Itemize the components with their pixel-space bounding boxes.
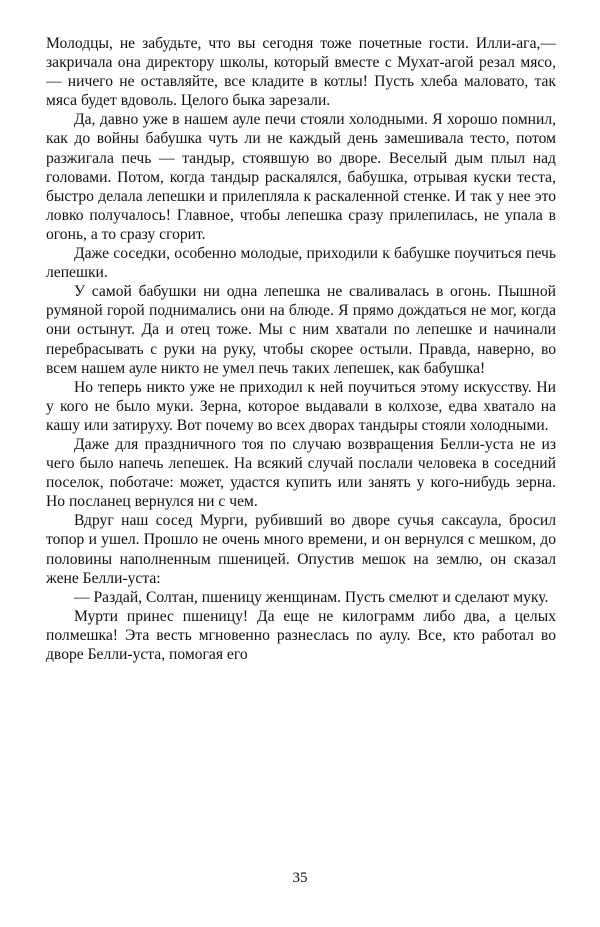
paragraph-4: У самой бабушки ни одна лепешка не сваливалась в огонь. Пышной румяной горой поднимались они на блюде. Я прямо дождаться не мог, когда они остынут. Да и отец тоже. Мы с ним хватали по лепешке и начинали перебрасывать с руки на руку, чтобы скорее остыли. Правда, наверно, во всем нашем ауле никто не умел печь таких лепешек, как бабушка! bbox=[46, 283, 556, 377]
paragraph-3: Даже соседки, особенно молодые, приходили к бабушке поучиться печь лепешки. bbox=[46, 245, 556, 282]
paragraph-6: Даже для праздничного тоя по случаю возвращения Белли-уста не из чего было напечь лепешек. На всякий случай послали человека в соседний поселок, поботаче: может, удастся купить или занять у кого-нибудь зерна. Но посланец вернулся ни с чем. bbox=[46, 435, 556, 511]
paragraph-2: Да, давно уже в нашем ауле печи стояли холодными. Я хорошо помнил, как до войны бабушка чуть ли не каждый день замешивала тесто, потом разжигала печь — тандыр, стоявшую во дворе. Веселый дым плыл над головами. Потом, когда тандыр раскалялся, бабушка, отрывая куски теста, быстро делала лепешки и прилепляла к раскаленной стенке. И так у нее это ловко получалось! Главное, чтобы лепешка сразу прилепилась, не упала в огонь, а то сразу сгорит. bbox=[46, 111, 556, 243]
page-number: 35 bbox=[292, 870, 308, 886]
paragraph-1: Молодцы, не забудьте, что вы сегодня тоже почетные гости. Илли-ага,— закричала она директору школы, который вместе с Мухат-агой резал мясо,— ничего не оставляйте, все кладите в котлы! Пусть хлеба маловато, так мяса будет вдоволь. Целого быка зарезали. bbox=[46, 35, 556, 110]
paragraph-7: Вдруг наш сосед Мурги, рубивший во дворе сучья саксаула, бросил топор и ушел. Прошло не очень много времени, и он вернулся с мешком, до половины наполненным пшеницей. Опустив мешок на землю, он сказал жене Белли-уста: bbox=[46, 512, 556, 587]
paragraph-8: — Раздай, Солтан, пшеницу женщинам. Пусть смелют и сделают муку. bbox=[74, 588, 549, 606]
paragraph-9: Мурти принес пшеницу! Да еще не килограмм либо два, а целых полмешка! Эта весть мгновенно разнеслась по аулу. Все, кто работал во дворе Белли-уста, помогая его bbox=[46, 607, 556, 663]
page-text bbox=[46, 34, 556, 664]
paragraph-5: Но теперь никто уже не приходил к ней поучиться этому искусству. Ни у кого не было муки. Зерна, которое выдавали в колхозе, едва хватало на кашу или затируху. Вот почему во всех дворах тандыры стояли холодными. bbox=[46, 378, 556, 434]
